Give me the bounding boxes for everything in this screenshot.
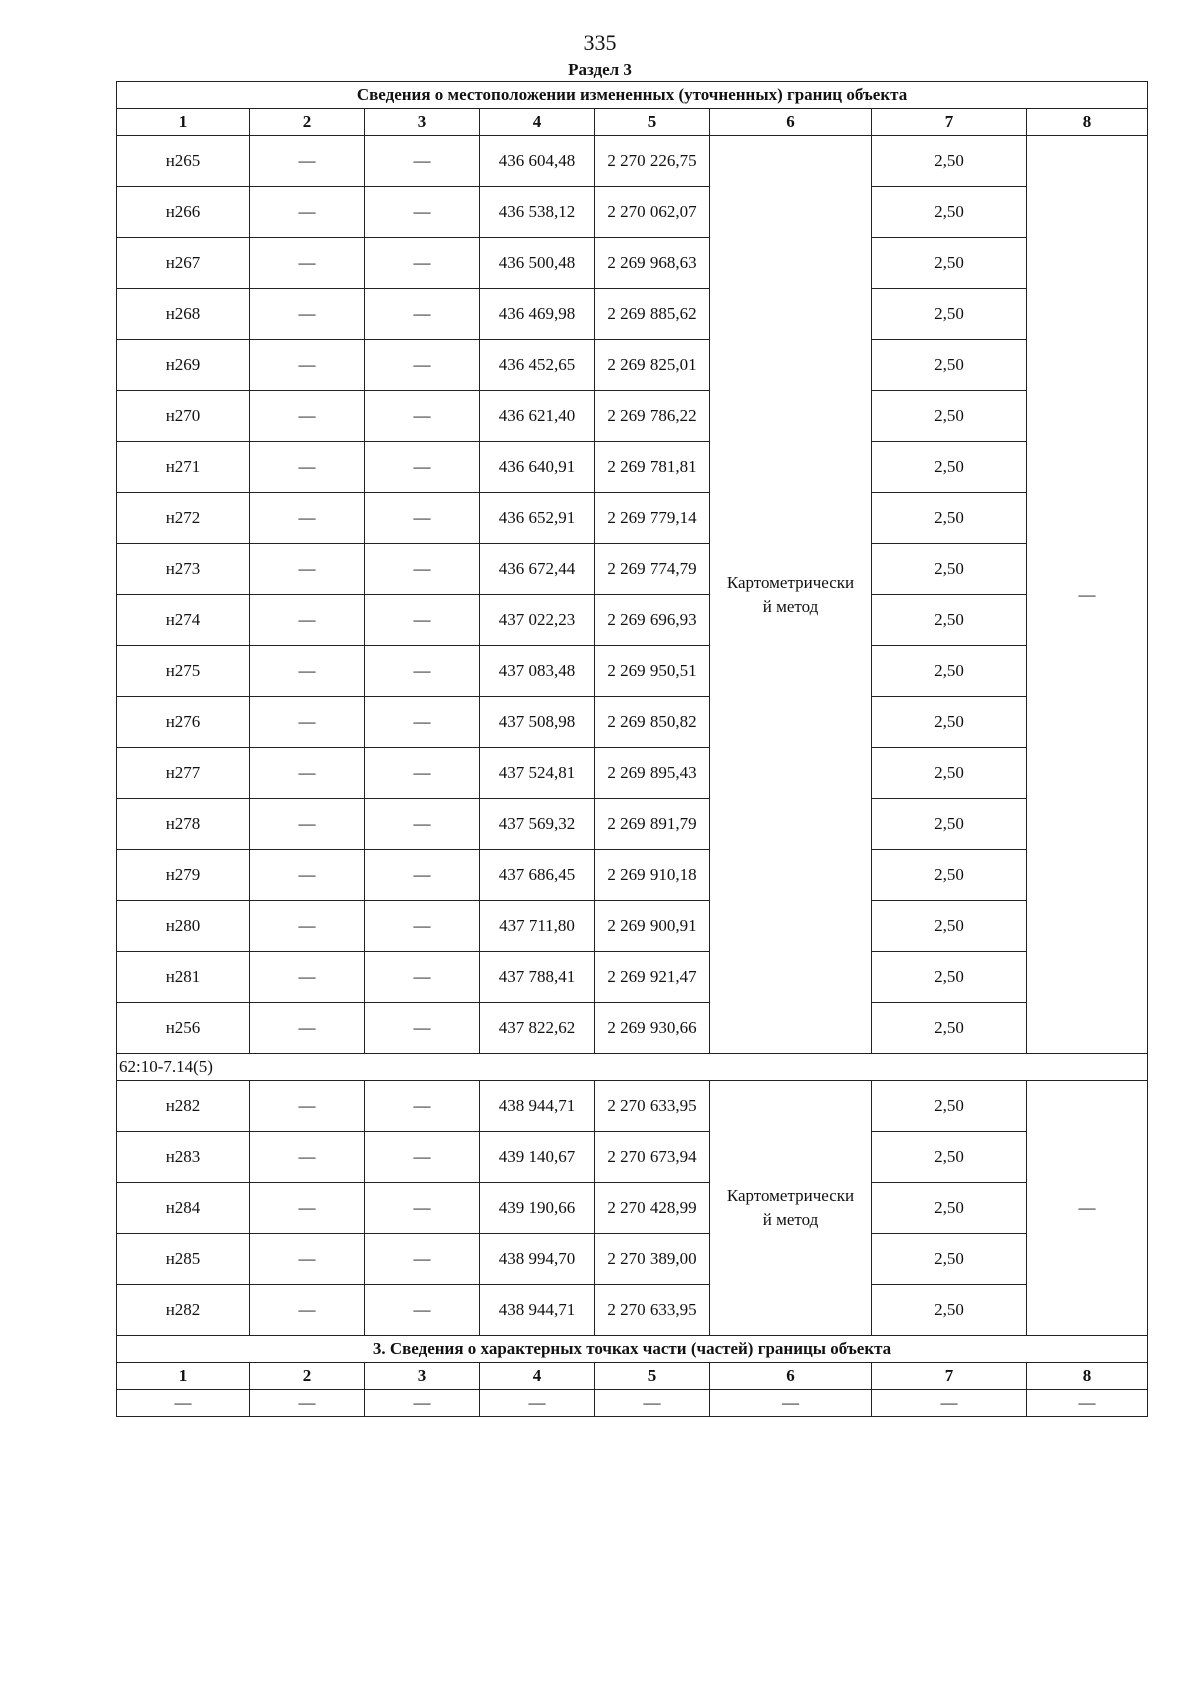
x-coordinate-cell: 437 788,41 [480, 952, 595, 1003]
col2-cell: — [250, 1132, 365, 1183]
y-coordinate-cell: 2 269 910,18 [595, 850, 710, 901]
point-name-cell: н281 [117, 952, 250, 1003]
y-coordinate-cell: 2 269 774,79 [595, 544, 710, 595]
x-coordinate-cell: 436 621,40 [480, 391, 595, 442]
column-number: 7 [872, 109, 1027, 136]
col2-cell: — [250, 136, 365, 187]
point-name-cell: н268 [117, 289, 250, 340]
column-number: 5 [595, 1363, 710, 1390]
col3-cell: — [365, 952, 480, 1003]
col3-cell: — [365, 850, 480, 901]
y-coordinate-cell: 2 269 779,14 [595, 493, 710, 544]
col3-cell: — [365, 442, 480, 493]
col2-cell: — [250, 595, 365, 646]
col2-cell: — [250, 391, 365, 442]
accuracy-cell: 2,50 [872, 493, 1027, 544]
y-coordinate-cell: 2 270 673,94 [595, 1132, 710, 1183]
point-name-cell: н267 [117, 238, 250, 289]
accuracy-cell: 2,50 [872, 850, 1027, 901]
table-row [117, 442, 1148, 493]
table-row [117, 544, 1148, 595]
y-coordinate-cell: 2 269 930,66 [595, 1003, 710, 1054]
column-number: 7 [872, 1363, 1027, 1390]
empty-cell: — [872, 1390, 1027, 1417]
col2-cell: — [250, 493, 365, 544]
group-label-row [117, 1054, 1148, 1081]
y-coordinate-cell: 2 269 968,63 [595, 238, 710, 289]
accuracy-cell: 2,50 [872, 748, 1027, 799]
col3-cell: — [365, 595, 480, 646]
table-caption: 3. Сведения о характерных точках части (частей) границы объекта [117, 1336, 1148, 1363]
accuracy-cell: 2,50 [872, 289, 1027, 340]
point-name-cell: н266 [117, 187, 250, 238]
accuracy-cell: 2,50 [872, 442, 1027, 493]
column-number: 8 [1027, 1363, 1148, 1390]
column-number: 4 [480, 1363, 595, 1390]
y-coordinate-cell: 2 269 885,62 [595, 289, 710, 340]
method-cell [710, 1081, 872, 1336]
table-row [117, 493, 1148, 544]
column-number: 3 [365, 1363, 480, 1390]
x-coordinate-cell: 439 140,67 [480, 1132, 595, 1183]
x-coordinate-cell: 437 524,81 [480, 748, 595, 799]
accuracy-cell: 2,50 [872, 238, 1027, 289]
y-coordinate-cell: 2 270 633,95 [595, 1285, 710, 1336]
table-row [117, 901, 1148, 952]
x-coordinate-cell: 437 822,62 [480, 1003, 595, 1054]
empty-cell: — [1027, 1390, 1148, 1417]
table-row [117, 1003, 1148, 1054]
col2-cell: — [250, 187, 365, 238]
empty-cell: — [710, 1390, 872, 1417]
x-coordinate-cell: 436 469,98 [480, 289, 595, 340]
y-coordinate-cell: 2 270 389,00 [595, 1234, 710, 1285]
table-row [117, 748, 1148, 799]
table-row [117, 136, 1148, 187]
table-caption-row [117, 82, 1148, 109]
table-row [117, 595, 1148, 646]
method-line-1: Картометрически [726, 1186, 855, 1205]
col2-cell: — [250, 1003, 365, 1054]
col3-cell: — [365, 748, 480, 799]
x-coordinate-cell: 436 500,48 [480, 238, 595, 289]
y-coordinate-cell: 2 270 633,95 [595, 1081, 710, 1132]
point-name-cell: н282 [117, 1285, 250, 1336]
point-name-cell: н284 [117, 1183, 250, 1234]
table-row [117, 391, 1148, 442]
col3-cell: — [365, 544, 480, 595]
column-number-row [117, 1363, 1148, 1390]
y-coordinate-cell: 2 269 950,51 [595, 646, 710, 697]
x-coordinate-cell: 438 944,71 [480, 1081, 595, 1132]
table-row [117, 1285, 1148, 1336]
empty-cell: — [117, 1390, 250, 1417]
empty-cell: — [250, 1390, 365, 1417]
col3-cell: — [365, 1234, 480, 1285]
accuracy-cell: 2,50 [872, 697, 1027, 748]
x-coordinate-cell: 438 994,70 [480, 1234, 595, 1285]
y-coordinate-cell: 2 269 786,22 [595, 391, 710, 442]
table-caption-row [117, 1336, 1148, 1363]
column-number: 2 [250, 109, 365, 136]
col3-cell: — [365, 697, 480, 748]
col3-cell: — [365, 1183, 480, 1234]
accuracy-cell: 2,50 [872, 952, 1027, 1003]
column-number: 6 [710, 109, 872, 136]
point-name-cell: н265 [117, 136, 250, 187]
x-coordinate-cell: 437 569,32 [480, 799, 595, 850]
y-coordinate-cell: 2 269 850,82 [595, 697, 710, 748]
y-coordinate-cell: 2 269 921,47 [595, 952, 710, 1003]
table-row [117, 646, 1148, 697]
table-row [117, 1183, 1148, 1234]
table-row [117, 1234, 1148, 1285]
col3-cell: — [365, 1081, 480, 1132]
column-number: 5 [595, 109, 710, 136]
point-name-cell: н280 [117, 901, 250, 952]
col3-cell: — [365, 799, 480, 850]
point-name-cell: н269 [117, 340, 250, 391]
y-coordinate-cell: 2 269 891,79 [595, 799, 710, 850]
x-coordinate-cell: 437 711,80 [480, 901, 595, 952]
x-coordinate-cell: 436 538,12 [480, 187, 595, 238]
point-name-cell: н275 [117, 646, 250, 697]
col3-cell: — [365, 289, 480, 340]
point-name-cell: н270 [117, 391, 250, 442]
accuracy-cell: 2,50 [872, 799, 1027, 850]
column-number-row [117, 109, 1148, 136]
y-coordinate-cell: 2 270 226,75 [595, 136, 710, 187]
x-coordinate-cell: 436 652,91 [480, 493, 595, 544]
column-number: 1 [117, 1363, 250, 1390]
col2-cell: — [250, 697, 365, 748]
table-row [117, 850, 1148, 901]
x-coordinate-cell: 436 452,65 [480, 340, 595, 391]
x-coordinate-cell: 436 604,48 [480, 136, 595, 187]
col3-cell: — [365, 646, 480, 697]
accuracy-cell: 2,50 [872, 595, 1027, 646]
col2-cell: — [250, 1234, 365, 1285]
col2-cell: — [250, 901, 365, 952]
accuracy-cell: 2,50 [872, 1234, 1027, 1285]
col3-cell: — [365, 136, 480, 187]
col2-cell: — [250, 748, 365, 799]
col8-cell: — [1027, 136, 1148, 1054]
empty-cell: — [480, 1390, 595, 1417]
accuracy-cell: 2,50 [872, 391, 1027, 442]
col2-cell: — [250, 289, 365, 340]
col2-cell: — [250, 340, 365, 391]
point-name-cell: н274 [117, 595, 250, 646]
method-line-1: Картометрически [726, 572, 855, 592]
boundary-table [116, 81, 1148, 1417]
accuracy-cell: 2,50 [872, 136, 1027, 187]
x-coordinate-cell: 437 022,23 [480, 595, 595, 646]
x-coordinate-cell: 439 190,66 [480, 1183, 595, 1234]
col3-cell: — [365, 901, 480, 952]
col3-cell: — [365, 1285, 480, 1336]
column-number: 1 [117, 109, 250, 136]
col3-cell: — [365, 391, 480, 442]
y-coordinate-cell: 2 269 825,01 [595, 340, 710, 391]
y-coordinate-cell: 2 270 428,99 [595, 1183, 710, 1234]
table-row [117, 697, 1148, 748]
x-coordinate-cell: 436 640,91 [480, 442, 595, 493]
col2-cell: — [250, 646, 365, 697]
empty-cell: — [365, 1390, 480, 1417]
x-coordinate-cell: 437 686,45 [480, 850, 595, 901]
point-name-cell: н256 [117, 1003, 250, 1054]
group-label: 62:10-7.14(5) [117, 1054, 1148, 1081]
col2-cell: — [250, 544, 365, 595]
column-number: 2 [250, 1363, 365, 1390]
y-coordinate-cell: 2 269 696,93 [595, 595, 710, 646]
method-cell [710, 136, 872, 1054]
table-row [117, 1390, 1148, 1417]
page-number: 335 [583, 30, 617, 55]
col2-cell: — [250, 799, 365, 850]
accuracy-cell: 2,50 [872, 1003, 1027, 1054]
point-name-cell: н272 [117, 493, 250, 544]
column-number: 8 [1027, 109, 1148, 136]
point-name-cell: н276 [117, 697, 250, 748]
point-name-cell: н278 [117, 799, 250, 850]
col3-cell: — [365, 1003, 480, 1054]
accuracy-cell: 2,50 [872, 1132, 1027, 1183]
method-line-2: й метод [762, 1210, 819, 1229]
point-name-cell: н282 [117, 1081, 250, 1132]
accuracy-cell: 2,50 [872, 901, 1027, 952]
col3-cell: — [365, 238, 480, 289]
point-name-cell: н277 [117, 748, 250, 799]
table-row [117, 238, 1148, 289]
table-row [117, 799, 1148, 850]
col2-cell: — [250, 952, 365, 1003]
table-row [117, 340, 1148, 391]
accuracy-cell: 2,50 [872, 1081, 1027, 1132]
point-name-cell: н273 [117, 544, 250, 595]
col2-cell: — [250, 1285, 365, 1336]
point-name-cell: н271 [117, 442, 250, 493]
column-number: 3 [365, 109, 480, 136]
point-name-cell: н279 [117, 850, 250, 901]
x-coordinate-cell: 437 508,98 [480, 697, 595, 748]
accuracy-cell: 2,50 [872, 340, 1027, 391]
col8-cell: — [1027, 1081, 1148, 1336]
empty-cell: — [595, 1390, 710, 1417]
point-name-cell: н283 [117, 1132, 250, 1183]
x-coordinate-cell: 436 672,44 [480, 544, 595, 595]
table-row [117, 289, 1148, 340]
col2-cell: — [250, 442, 365, 493]
col3-cell: — [365, 340, 480, 391]
col2-cell: — [250, 850, 365, 901]
col2-cell: — [250, 1183, 365, 1234]
table-row [117, 952, 1148, 1003]
col2-cell: — [250, 238, 365, 289]
col3-cell: — [365, 187, 480, 238]
accuracy-cell: 2,50 [872, 187, 1027, 238]
col2-cell: — [250, 1081, 365, 1132]
column-number: 6 [710, 1363, 872, 1390]
table-caption: Сведения о местоположении измененных (уточненных) границ объекта [117, 82, 1148, 109]
accuracy-cell: 2,50 [872, 646, 1027, 697]
y-coordinate-cell: 2 269 900,91 [595, 901, 710, 952]
col3-cell: — [365, 1132, 480, 1183]
accuracy-cell: 2,50 [872, 1285, 1027, 1336]
accuracy-cell: 2,50 [872, 1183, 1027, 1234]
point-name-cell: н285 [117, 1234, 250, 1285]
x-coordinate-cell: 438 944,71 [480, 1285, 595, 1336]
table-row [117, 1081, 1148, 1132]
y-coordinate-cell: 2 269 781,81 [595, 442, 710, 493]
method-line-2: й метод [762, 596, 819, 616]
x-coordinate-cell: 437 083,48 [480, 646, 595, 697]
table-row [117, 1132, 1148, 1183]
y-coordinate-cell: 2 269 895,43 [595, 748, 710, 799]
y-coordinate-cell: 2 270 062,07 [595, 187, 710, 238]
accuracy-cell: 2,50 [872, 544, 1027, 595]
table-row [117, 187, 1148, 238]
col3-cell: — [365, 493, 480, 544]
column-number: 4 [480, 109, 595, 136]
section-title: Раздел 3 [568, 60, 632, 79]
